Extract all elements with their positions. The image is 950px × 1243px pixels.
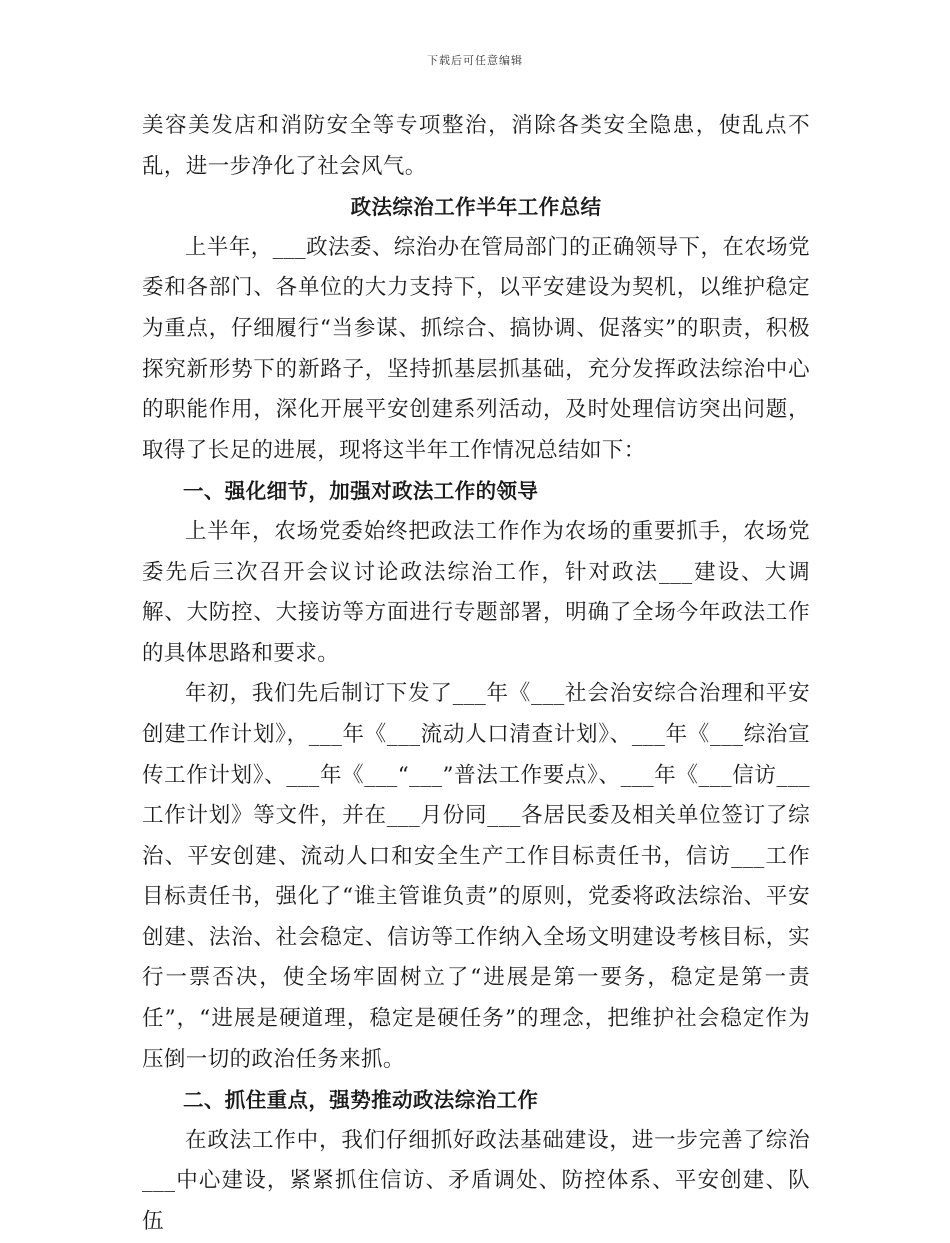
document-title: 政法综治工作半年工作总结	[350, 195, 602, 220]
paragraph-1: 上半年，___政法委、综治办在管局部门的正确领导下，在农场党委和各部门、各单位的大力支持下，以平安建设为契机，以维护稳定为重点，仔细履行“当参谋、抓综合、搞协调、促落实”的职责，积极探究新形势下的新路子，坚持抓基层抓基础，充分发挥政法综治中心的职能作用，深化开展平安创建系列活动，及时处理信访突出问题，取得了长足的进展，现将这半年工作情况总结如下：	[142, 234, 810, 463]
paragraph-2: 上半年，农场党委始终把政法工作作为农场的重要抓手，农场党委先后三次召开会议讨论政法综治工作，针对政法___建设、大调解、大防控、大接访等方面进行专题部署，明确了全场今年政法工作的具体思路和要求。	[142, 518, 810, 666]
paragraph-4: 在政法工作中，我们仔细抓好政法基础建设，进一步完善了综治___中心建设，紧紧抓住信访、矛盾调处、防控体系、平安创建、队伍	[142, 1127, 810, 1235]
document-body	[142, 106, 810, 1243]
paragraph-3: 年初，我们先后制订下发了___年《___社会治安综合治理和平安创建工作计划》，___年《___流动人口清查计划》、___年《___综治宣传工作计划》、___年《___“___”普法工作要点》、___年《___信访___工作计划》等文件，并在___月份同___各居民委及相关单位签订了综治、平安创建、流动人口和安全生产工作目标责任书，信访___工作目标责任书，强化了“谁主管谁负责”的原则，党委将政法综治、平安创建、法治、社会稳定、信访等工作纳入全场文明建设考核目标，实行一票否决，使全场牢固树立了“进展是第一要务，稳定是第一责任”，“进展是硬道理，稳定是硬任务”的理念，把维护社会稳定作为压倒一切的政治任务来抓。	[142, 681, 810, 1072]
intro-paragraph: 美容美发店和消防安全等专项整治，消除各类安全隐患，使乱点不乱，进一步净化了社会风气。	[142, 113, 810, 179]
section-heading-1: 一、强化细节，加强对政法工作的领导	[183, 479, 539, 504]
section-heading-2: 二、抓住重点，强势推动政法综治工作	[183, 1088, 539, 1113]
page-header: 下载后可任意编辑	[427, 54, 523, 67]
